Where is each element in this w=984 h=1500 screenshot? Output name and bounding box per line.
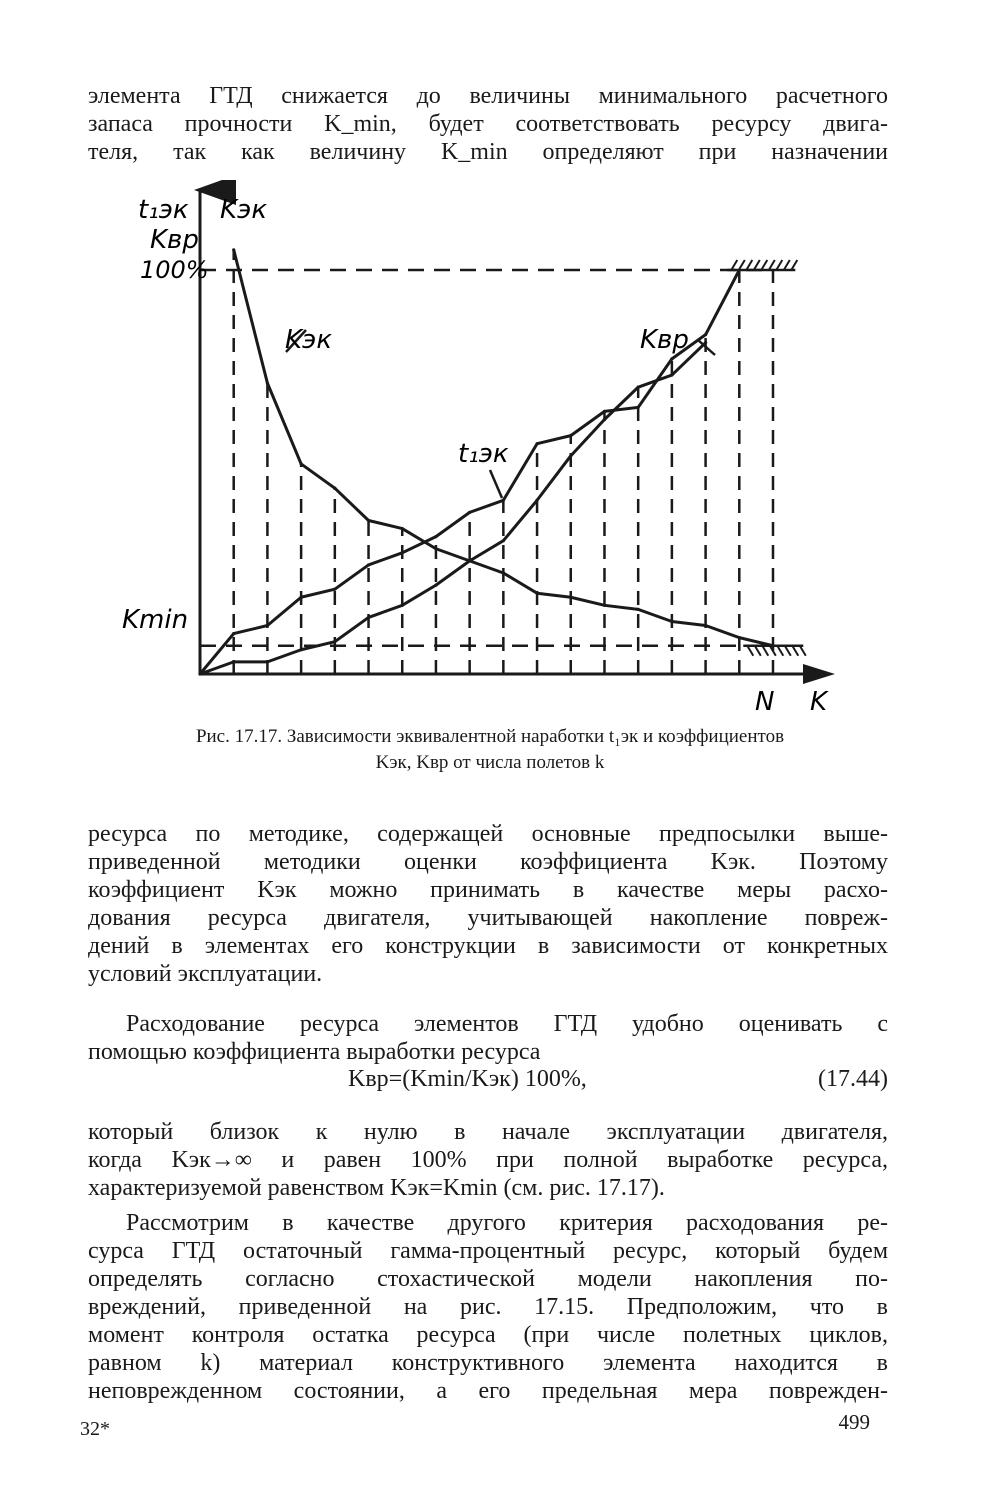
data-point-kvr [266, 624, 269, 627]
figure-caption [110, 724, 870, 776]
data-point-t1ek [502, 539, 505, 542]
data-point-t1ek [232, 660, 235, 663]
data-point-t1ek [198, 672, 201, 675]
data-point-kvr [468, 511, 471, 514]
text-line: момент контроля остатка ресурса (при числе полетных циклов, [88, 1322, 888, 1348]
data-point-kvr [670, 357, 673, 360]
y-axis-label-kmin: Kmin [122, 605, 189, 635]
data-point-kvr [300, 596, 303, 599]
data-point-kvr [232, 632, 235, 635]
text-line: вреждений, приведенной на рис. 17.15. Предположим, что в [88, 1294, 888, 1320]
y-axis-label-t1ek: t₁эк [138, 195, 189, 225]
hatch-tick [784, 260, 790, 270]
formula-number: (17.44) [818, 1066, 888, 1092]
paragraph-mid [88, 820, 888, 988]
hatch-tick [800, 646, 806, 656]
text-line: Расходование ресурса элементов ГТД удобно оценивать с [126, 1011, 888, 1037]
data-point-t1ek [468, 559, 471, 562]
text-line: дования ресурса двигателя, учитывающей накопление повреж- [88, 905, 888, 931]
hatch-tick [761, 260, 767, 270]
data-point-kek [771, 644, 774, 647]
data-point-kek [603, 604, 606, 607]
data-point-kvr [434, 535, 437, 538]
caption-line-1: Рис. 17.17. Зависимости эквивалентной наработки t₁эк и коэффициентов [195, 726, 785, 747]
data-point-kvr [569, 434, 572, 437]
data-point-kek [367, 519, 370, 522]
paragraph-last [88, 1209, 888, 1405]
hatch-tick [792, 646, 798, 656]
hatch-tick [755, 646, 761, 656]
data-point-kek [569, 596, 572, 599]
text-line: дений в элементах его конструкции в зависимости от конкретных [88, 933, 888, 959]
data-point-kek [738, 636, 741, 639]
paragraph-after-formula [88, 1118, 888, 1202]
data-point-kek [637, 608, 640, 611]
x-axis-label-k: K [810, 687, 828, 717]
hatch-tick [777, 646, 783, 656]
text-line: теля, так как величину K_min определяют при назначении [88, 139, 888, 165]
data-point-t1ek [300, 648, 303, 651]
x-axis-label-n: N [755, 687, 775, 717]
curve-label-kek: Kэк [285, 325, 333, 355]
data-point-kek [333, 487, 336, 490]
hatch-tick [747, 646, 753, 656]
data-point-kvr [535, 442, 538, 445]
data-point-t1ek [367, 616, 370, 619]
text-line: элемента ГТД снижается до величины минимального расчетного [88, 83, 888, 109]
curve-label-kvr: Kвр [640, 325, 689, 355]
data-point-kvr [738, 268, 741, 271]
hatch-tick [731, 260, 737, 270]
data-point-kek [670, 620, 673, 623]
series-line-t1ek [200, 343, 706, 674]
hatch-tick [746, 260, 752, 270]
data-point-t1ek [434, 584, 437, 587]
data-point-kek [502, 571, 505, 574]
hatch-tick [791, 260, 797, 270]
text-line: запаса прочности K_min, будет соответствовать ресурсу двига- [88, 111, 888, 137]
data-point-kek [704, 624, 707, 627]
data-point-t1ek [569, 454, 572, 457]
leader-t1ek [490, 470, 502, 498]
data-point-t1ek [535, 499, 538, 502]
text-line: Рассмотрим в качестве другого критерия расходования ре- [126, 1210, 888, 1236]
y-axis-label-100: 100% [140, 256, 209, 284]
data-point-kek [266, 382, 269, 385]
text-line: определять согласно стохастической модели накопления по- [88, 1266, 888, 1292]
hatch-tick [762, 646, 768, 656]
text-line: коэффициент Kэк можно принимать в качестве меры расхо- [88, 877, 888, 903]
chart-svg [110, 180, 850, 720]
data-point-kvr [367, 563, 370, 566]
text-line: равном k) материал конструктивного элемента находится в [88, 1350, 888, 1376]
page-number: 499 [838, 1410, 870, 1434]
data-point-t1ek [603, 418, 606, 421]
x-axis-arrow [803, 664, 835, 684]
data-point-kek [401, 527, 404, 530]
data-point-t1ek [670, 373, 673, 376]
data-point-kek [434, 547, 437, 550]
figure-17-17 [110, 180, 850, 720]
text-line: характеризуемой равенством Kэк=Kmin (см. рис. 17.17). [88, 1175, 665, 1201]
formula-expression: Kвр=(Kmin/Kэк) 100%, [348, 1066, 587, 1092]
signature-mark: 32* [80, 1418, 110, 1440]
data-point-kek [535, 592, 538, 595]
curve-label-t1ek: t₁эк [458, 439, 509, 469]
text-line: помощью коэффициента выработки ресурса [88, 1039, 541, 1065]
paragraph-top [88, 82, 888, 166]
data-point-kvr [502, 499, 505, 502]
data-point-t1ek [333, 640, 336, 643]
hatch-tick [754, 260, 760, 270]
data-point-kek [232, 248, 235, 251]
data-point-t1ek [637, 386, 640, 389]
text-line: сурса ГТД остаточный гамма-процентный ресурс, который будем [88, 1238, 888, 1264]
text-line: ресурса по методике, содержащей основные предпосылки выше- [88, 821, 888, 847]
y-axis-label-kek: Kэк [220, 195, 268, 225]
text-line: условий эксплуатации. [88, 961, 323, 987]
data-point-kvr [333, 588, 336, 591]
text-line: когда Kэк→∞ и равен 100% при полной выработке ресурса, [88, 1147, 888, 1173]
data-point-kvr [637, 406, 640, 409]
data-point-kek [300, 462, 303, 465]
data-point-t1ek [704, 341, 707, 344]
hatch-tick [785, 646, 791, 656]
text-line: приведенной методики оценки коэффициента Kэк. Поэтому [88, 849, 888, 875]
data-point-kvr [401, 551, 404, 554]
data-point-t1ek [266, 660, 269, 663]
hatch-tick [769, 260, 775, 270]
data-point-kvr [704, 333, 707, 336]
caption-line-2: Kэк, Kвр от числа полетов k [375, 752, 605, 773]
text-line: неповрежденном состоянии, а его предельная мера поврежден- [88, 1378, 888, 1404]
y-axis-label-kvr: Kвр [150, 225, 199, 255]
hatch-tick [776, 260, 782, 270]
data-point-kvr [603, 410, 606, 413]
data-point-t1ek [401, 604, 404, 607]
formula-17-44 [88, 1066, 888, 1096]
text-line: который близок к нулю в начале эксплуатации двигателя, [88, 1119, 888, 1145]
paragraph-kvr [88, 1010, 888, 1066]
